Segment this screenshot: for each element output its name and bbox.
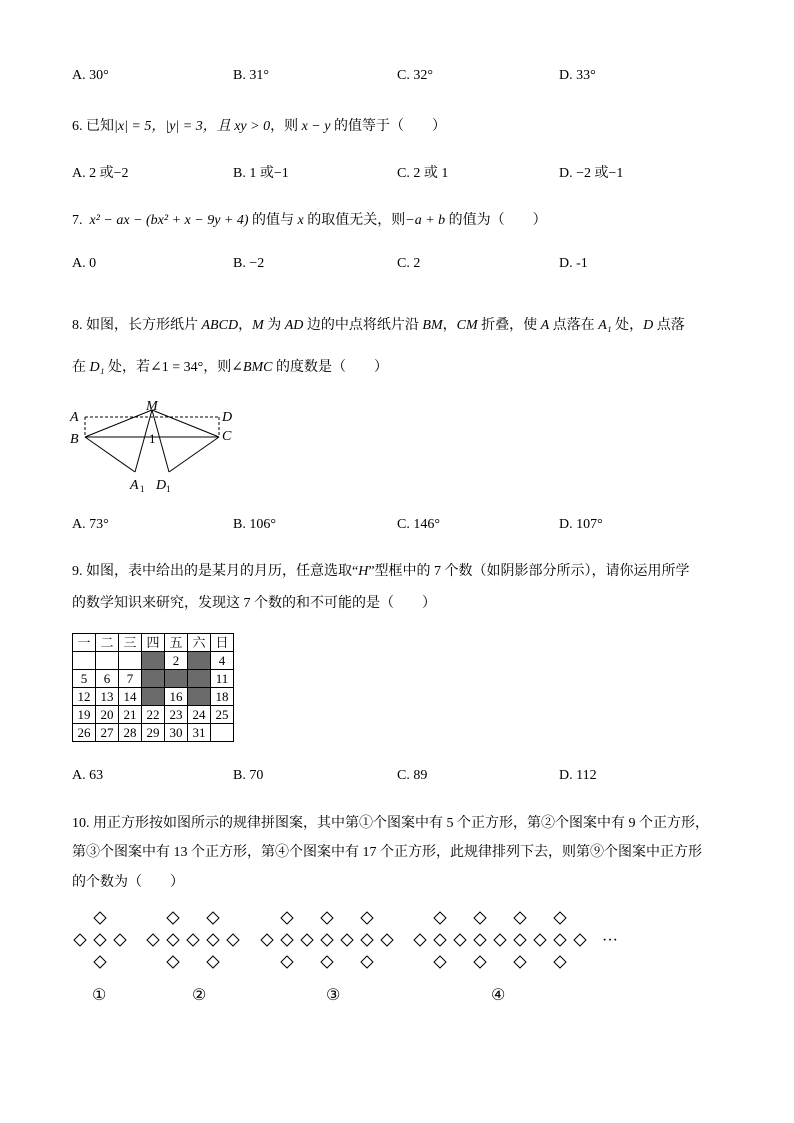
- pattern-square: [147, 934, 159, 946]
- calendar-header: 日: [211, 634, 234, 652]
- angle-1-label: 1: [149, 431, 156, 446]
- pattern-square: [554, 956, 566, 968]
- pattern-square: [74, 934, 86, 946]
- q7-option-c: C. 2: [397, 256, 421, 271]
- label-m: M: [146, 400, 158, 414]
- label-d1-sub: 1: [166, 484, 171, 494]
- q9-text: 9. 如图，表中给出的是某月的月历，任意选取“: [72, 564, 359, 579]
- calendar-row: [73, 724, 234, 742]
- pattern-square: [434, 912, 446, 924]
- label-a1-sub: 1: [140, 484, 145, 494]
- label-c: C: [222, 429, 232, 444]
- q8-text: 的度数是（ ）: [272, 360, 389, 375]
- calendar-cell: 23: [165, 706, 188, 724]
- pattern-square: [207, 956, 219, 968]
- calendar-cell: 25: [211, 706, 234, 724]
- calendar-header: 二: [96, 634, 119, 652]
- q5-option-a: A. 30°: [72, 68, 109, 83]
- q7-option-a: A. 0: [72, 256, 97, 271]
- pattern-square: [361, 912, 373, 924]
- q8-bm: BM: [422, 318, 443, 333]
- q7-expression: x² − ax − (bx² + x − 9y + 4): [89, 213, 249, 228]
- q7-text-1: 的值与: [248, 213, 298, 228]
- calendar-table: [72, 633, 234, 742]
- pattern-ellipsis: ···: [602, 932, 618, 949]
- q6-option-a: A. 2 或−2: [72, 166, 129, 181]
- pattern-square: [114, 934, 126, 946]
- pattern-label-3: ③: [326, 987, 341, 1004]
- label-a: A: [70, 410, 79, 425]
- calendar-header: 一: [73, 634, 96, 652]
- pattern-square: [94, 912, 106, 924]
- calendar-cell: 27: [96, 724, 119, 742]
- label-d: D: [222, 410, 233, 425]
- calendar-cell-shaded: [188, 688, 211, 706]
- q8-a1: A₁: [598, 318, 612, 333]
- q8-text: 为: [263, 318, 285, 333]
- pattern-label-2: ②: [192, 987, 207, 1004]
- calendar-cell: 31: [188, 724, 211, 742]
- pattern-square: [187, 934, 199, 946]
- q7-neg-a-plus-b: −a + b: [405, 213, 446, 228]
- calendar-cell: 18: [211, 688, 234, 706]
- q8-text: 点落: [653, 318, 685, 333]
- calendar-cell-shaded: [188, 652, 211, 670]
- q8-ad: AD: [284, 318, 304, 333]
- calendar-cell: 7: [119, 670, 142, 688]
- q8-text: 边的中点将纸片沿: [303, 318, 423, 333]
- q7-text-2: 的取值无关，则: [303, 213, 406, 228]
- pattern-square: [534, 934, 546, 946]
- pattern-square: [321, 934, 333, 946]
- square-patterns-figure: [60, 905, 700, 975]
- pattern-square: [281, 934, 293, 946]
- pattern-square: [301, 934, 313, 946]
- calendar-cell: 5: [73, 670, 96, 688]
- label-a1: A: [130, 478, 139, 493]
- pattern-square: [381, 934, 393, 946]
- pattern-square: [261, 934, 273, 946]
- q8-figure: [66, 400, 246, 495]
- q9-option-a: A. 63: [72, 768, 104, 783]
- calendar-cell: 21: [119, 706, 142, 724]
- q8-abcd: ABCD: [201, 318, 239, 333]
- pattern-square: [281, 956, 293, 968]
- q6-text: ，则: [270, 119, 302, 134]
- q9-h: H: [358, 564, 369, 579]
- q6-tail: 的值等于（ ）: [330, 119, 446, 134]
- q8-text: 处，若∠1 = 34°，则∠: [104, 360, 243, 375]
- calendar-cell: 20: [96, 706, 119, 724]
- pattern-square: [94, 934, 106, 946]
- pattern-square: [514, 912, 526, 924]
- line-cd1: [169, 437, 219, 472]
- calendar-header-row: [73, 634, 234, 652]
- pattern-square: [321, 956, 333, 968]
- calendar-cell: 26: [73, 724, 96, 742]
- pattern-square: [474, 912, 486, 924]
- q8-bmc: BMC: [242, 360, 273, 375]
- pattern-label-4: ④: [491, 987, 506, 1004]
- calendar-header: 三: [119, 634, 142, 652]
- calendar-row: [73, 688, 234, 706]
- calendar-row: [73, 670, 234, 688]
- calendar-cell-shaded: [165, 670, 188, 688]
- calendar-cell: [73, 652, 96, 670]
- q10-stem-line3: 的个数为（ ）: [72, 875, 184, 890]
- q8-m: M: [252, 318, 264, 333]
- pattern-square: [474, 956, 486, 968]
- q8-text: 在: [72, 360, 90, 375]
- q6-option-c: C. 2 或 1: [397, 166, 449, 181]
- calendar-cell: 14: [119, 688, 142, 706]
- pattern-square: [554, 934, 566, 946]
- q6-option-d: D. −2 或−1: [559, 166, 624, 181]
- q7-tail: 的值为（ ）: [445, 213, 547, 228]
- q6-option-b: B. 1 或−1: [233, 166, 289, 181]
- q8-option-b: B. 106°: [233, 517, 276, 532]
- q6-xy: xy > 0: [234, 119, 271, 134]
- pattern-square: [554, 912, 566, 924]
- q8-text: 8. 如图，长方形纸片: [72, 318, 202, 333]
- pattern-square: [434, 956, 446, 968]
- pattern-square: [514, 934, 526, 946]
- pattern-square: [494, 934, 506, 946]
- pattern-square: [227, 934, 239, 946]
- pattern-square: [167, 956, 179, 968]
- q9-stem-line1: [72, 560, 690, 580]
- q7-option-b: B. −2: [233, 256, 265, 271]
- pattern-square: [281, 912, 293, 924]
- calendar-cell: 6: [96, 670, 119, 688]
- pattern-square: [514, 956, 526, 968]
- q8-text: 折叠，使: [477, 318, 541, 333]
- pattern-square: [94, 956, 106, 968]
- line-mc: [152, 410, 219, 437]
- q9-option-b: B. 70: [233, 768, 264, 783]
- calendar-cell: 13: [96, 688, 119, 706]
- q5-option-c: C. 32°: [397, 68, 433, 83]
- q7-stem: [72, 209, 547, 229]
- calendar-cell: [119, 652, 142, 670]
- calendar-cell: [96, 652, 119, 670]
- q8-d1: D₁: [89, 360, 105, 375]
- pattern-label-1: ①: [92, 987, 107, 1004]
- q6-number: 6. 已知: [72, 119, 114, 134]
- calendar-cell: 30: [165, 724, 188, 742]
- calendar-row: [73, 652, 234, 670]
- pattern-square: [361, 934, 373, 946]
- line-mb: [85, 410, 152, 437]
- q6-abs-y: |y| = 3，且: [165, 119, 235, 134]
- calendar-cell-shaded: [142, 688, 165, 706]
- q10-stem-line2: 第③个图案中有 13 个正方形，第④个图案中有 17 个正方形，此规律排列下去，则第⑨个图案中正方形: [72, 845, 702, 860]
- q6-stem: [72, 115, 446, 135]
- q8-option-d: D. 107°: [559, 517, 603, 532]
- calendar-cell-shaded: [142, 670, 165, 688]
- calendar-cell: 24: [188, 706, 211, 724]
- q8-text: 处，: [611, 318, 644, 333]
- calendar-cell: 11: [211, 670, 234, 688]
- q8-option-a: A. 73°: [72, 517, 109, 532]
- q8-text: ，: [442, 318, 457, 333]
- q7-var-x: x: [297, 213, 304, 228]
- calendar-cell-shaded: [188, 670, 211, 688]
- calendar-row: [73, 706, 234, 724]
- pattern-square: [167, 934, 179, 946]
- calendar-cell: [211, 724, 234, 742]
- q8-stem-line2: [72, 356, 388, 376]
- calendar-cell: 19: [73, 706, 96, 724]
- q8-cm: CM: [456, 318, 478, 333]
- pattern-square: [474, 934, 486, 946]
- calendar-cell: 4: [211, 652, 234, 670]
- q7-option-d: D. -1: [559, 256, 588, 271]
- calendar-cell: 28: [119, 724, 142, 742]
- pattern-square: [361, 956, 373, 968]
- calendar-cell: 29: [142, 724, 165, 742]
- pattern-square: [434, 934, 446, 946]
- calendar-header: 五: [165, 634, 188, 652]
- q9-text: ”型框中的 7 个数（如阴影部分所示），请你运用所学: [368, 564, 690, 579]
- q8-d: D: [643, 318, 654, 333]
- line-ba1: [85, 437, 135, 472]
- pattern-square: [454, 934, 466, 946]
- calendar-cell: 22: [142, 706, 165, 724]
- q6-x-minus-y: x − y: [301, 119, 331, 134]
- label-d1: D: [156, 478, 167, 493]
- q10-stem-line1: 10. 用正方形按如图所示的规律拼图案，其中第①个图案中有 5 个正方形，第②个图案中有 9 个正方形，: [72, 816, 709, 831]
- pattern-square: [207, 912, 219, 924]
- calendar-cell-shaded: [142, 652, 165, 670]
- pattern-square: [167, 912, 179, 924]
- calendar-header: 四: [142, 634, 165, 652]
- q8-stem-line1: [72, 314, 685, 334]
- q8-a: A: [540, 318, 550, 333]
- q5-option-d: D. 33°: [559, 68, 596, 83]
- pattern-square: [207, 934, 219, 946]
- pattern-square: [321, 912, 333, 924]
- q8-option-c: C. 146°: [397, 517, 440, 532]
- q9-option-d: D. 112: [559, 768, 597, 783]
- q9-stem-line2: 的数学知识来研究，发现这 7 个数的和不可能的是（ ）: [72, 596, 436, 611]
- calendar-header: 六: [188, 634, 211, 652]
- pattern-square: [341, 934, 353, 946]
- q9-option-c: C. 89: [397, 768, 428, 783]
- pattern-square: [574, 934, 586, 946]
- q8-text: 点落在: [549, 318, 599, 333]
- label-b: B: [70, 432, 79, 447]
- calendar-cell: 12: [73, 688, 96, 706]
- q5-option-b: B. 31°: [233, 68, 269, 83]
- q8-text: ，: [238, 318, 253, 333]
- q7-number: 7.: [72, 213, 83, 228]
- calendar-cell: 16: [165, 688, 188, 706]
- q6-abs-x: |x| = 5，: [114, 119, 166, 134]
- calendar-cell: 2: [165, 652, 188, 670]
- pattern-square: [414, 934, 426, 946]
